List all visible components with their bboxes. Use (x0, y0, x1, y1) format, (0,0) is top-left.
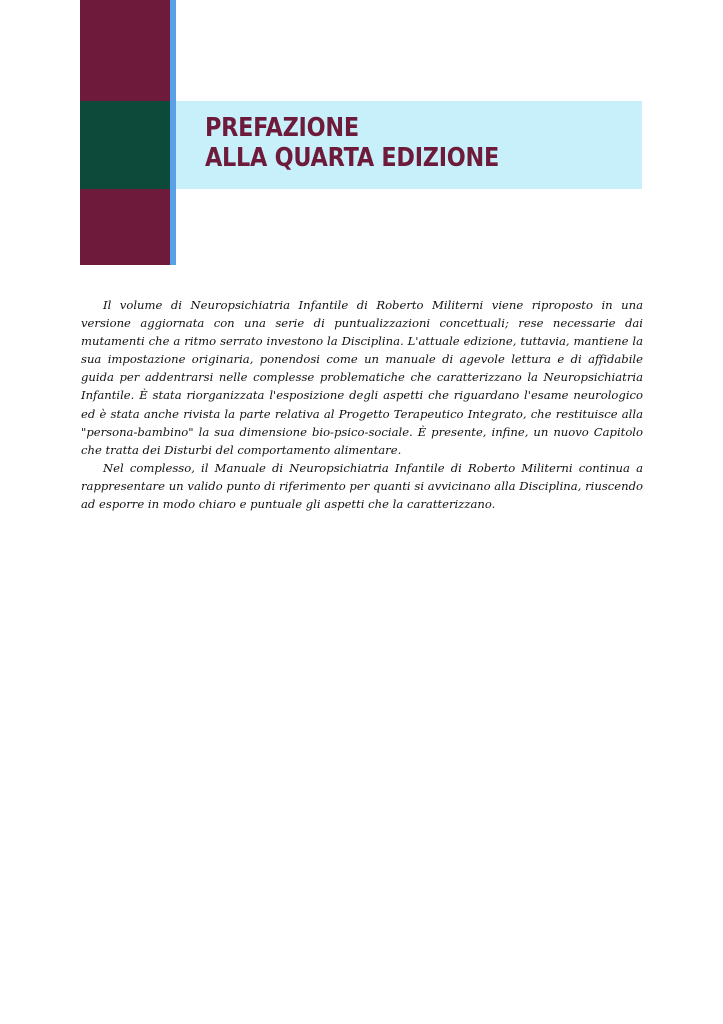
decorative-bar-middle (80, 101, 170, 189)
preface-body (81, 296, 643, 513)
paragraph: Nel complesso, il Manuale di Neuropsichiatria Infantile di Roberto Militerni continua a rappresentare un valido punto di riferimento per quanti si avvicinano alla Disciplina, riuscendo ad esporre in modo chiaro e puntuale gli aspetti che la caratterizzano. (81, 460, 643, 512)
decorative-bar-top (80, 0, 170, 101)
paragraph: Il volume di Neuropsichiatria Infantile di Roberto Militerni viene riproposto in una versione aggiornata con una serie di puntualizzazioni concettuali; rese necessarie dai mutamenti che a ritmo serrato investono la Disciplina. L'attuale edizione, tuttavia, mantiene la sua impostazione originaria, ponendosi come un manuale di agevole lettura e di affidabile guida per addentrarsi nelle complesse problematiche che caratterizzano la Neuropsichiatria Infantile. È stata riorganizzata l'esposizione degli aspetti che riguardano l'esame neurologico ed è stata anche rivista la parte relativa al Progetto Terapeutico Integrato, che restituisce alla "persona-bambino" la sua dimensione bio-psico-sociale. È presente, infine, un nuovo Capitolo che tratta dei Disturbi del comportamento alimentare. (81, 298, 643, 457)
page-title-line-1: PREFAZIONE (205, 113, 359, 143)
decorative-bar-bottom (80, 189, 170, 265)
page-title-line-2: ALLA QUARTA EDIZIONE (205, 143, 500, 173)
page-title (205, 113, 499, 173)
